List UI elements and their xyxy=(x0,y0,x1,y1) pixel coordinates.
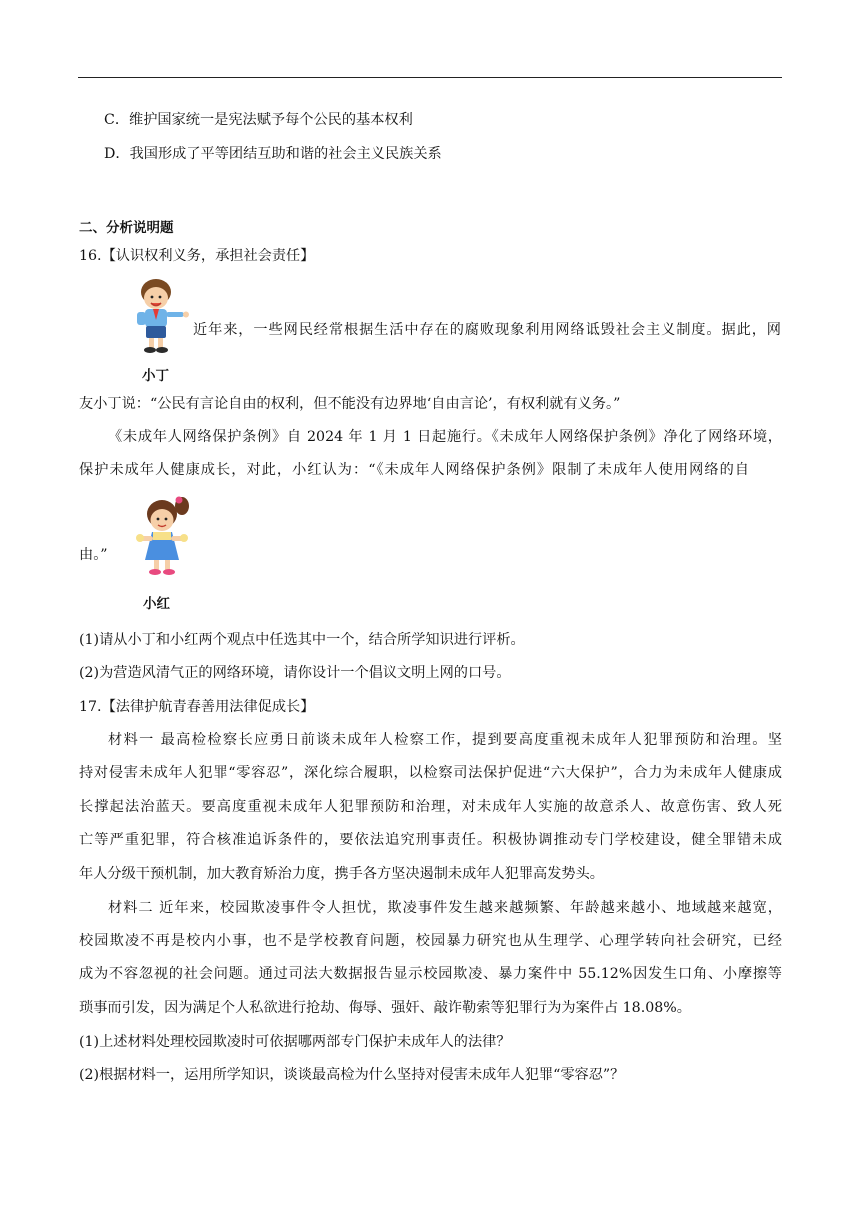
q17-header: 17.【法律护航青春善用法律促成长】 xyxy=(79,699,315,715)
q17-m2-line1: 材料二 近年来，校园欺凌事件令人担忧，欺凌事件发生越来越频繁、年龄越来越小、地域越来越宽， xyxy=(108,900,782,916)
q17-m1-line3: 长撑起法治蓝天。要高度重视未成年人犯罪预防和治理，对未成年人实施的故意杀人、故意伤害、致人死 xyxy=(79,799,782,815)
q16-p2-line2: 保护未成年人健康成长，对此，小红认为：“《未成年人网络保护条例》限制了未成年人使用网络的自 xyxy=(79,462,749,478)
q16-p1-line2: 友小丁说：“公民有言论自由的权利，但不能没有边界地‘自由言论’，有权利就有义务。” xyxy=(79,396,621,412)
header-rule xyxy=(78,77,782,78)
q16-p1-line1: 近年来，一些网民经常根据生活中存在的腐败现象利用网络诋毁社会主义制度。据此，网 xyxy=(193,322,781,338)
q17-sub2: (2)根据材料一，运用所学知识，谈谈最高检为什么坚持对侵害未成年人犯罪“零容忍”？ xyxy=(79,1067,625,1083)
q16-p2-line3: 由。” xyxy=(79,547,108,563)
girl-caption: 小红 xyxy=(143,596,170,612)
q17-m2-line2: 校园欺凌不再是校内小事，也不是学校教育问题，校园暴力研究也从生理学、心理学转向社会研究，已经 xyxy=(79,933,782,949)
q17-m1-line2: 持对侵害未成年人犯罪“零容忍”，深化综合履职，以检察司法保护促进“六大保护”，合力为未成年人健康成 xyxy=(79,765,782,781)
q17-sub1: (1)上述材料处理校园欺凌时可依据哪两部专门保护未成年人的法律？ xyxy=(79,1034,511,1050)
section-title: 二、分析说明题 xyxy=(79,220,174,236)
boy-cartoon-icon xyxy=(126,276,190,366)
q17-m2-line3: 成为不容忽视的社会问题。通过司法大数据报告显示校园欺凌、暴力案件中 55.12%因发生口角、小摩擦等 xyxy=(79,966,782,982)
q17-m2-line4: 琐事而引发，因为满足个人私欲进行抢劫、侮辱、强奸、敲诈勒索等犯罪行为为案件占 18.08%。 xyxy=(79,1000,691,1016)
boy-caption: 小丁 xyxy=(142,368,169,384)
option-c: C．维护国家统一是宪法赋予每个公民的基本权利 xyxy=(104,112,413,128)
q16-sub1: (1)请从小丁和小红两个观点中任选其中一个，结合所学知识进行评析。 xyxy=(79,632,525,648)
q16-header: 16.【认识权利义务，承担社会责任】 xyxy=(79,248,315,264)
girl-cartoon-icon xyxy=(132,494,198,590)
q17-m1-line5: 年人分级干预机制，加大教育矫治力度，携手各方坚决遏制未成年人犯罪高发势头。 xyxy=(79,866,604,882)
q16-sub2: (2)为营造风清气正的网络环境，请你设计一个倡议文明上网的口号。 xyxy=(79,665,511,681)
q17-m1-line4: 亡等严重犯罪，符合核准追诉条件的，要依法追究刑事责任。积极协调推动专门学校建设，健全罪错未成 xyxy=(79,832,782,848)
q17-m1-line1: 材料一 最高检检察长应勇日前谈未成年人检察工作，提到要高度重视未成年人犯罪预防和治理。坚 xyxy=(108,732,782,748)
q16-p2-line1: 《未成年人网络保护条例》自 2024 年 1 月 1 日起施行。《未成年人网络保护条例》净化了网络环境， xyxy=(108,429,782,445)
option-d: D．我国形成了平等团结互助和谐的社会主义民族关系 xyxy=(104,146,442,162)
